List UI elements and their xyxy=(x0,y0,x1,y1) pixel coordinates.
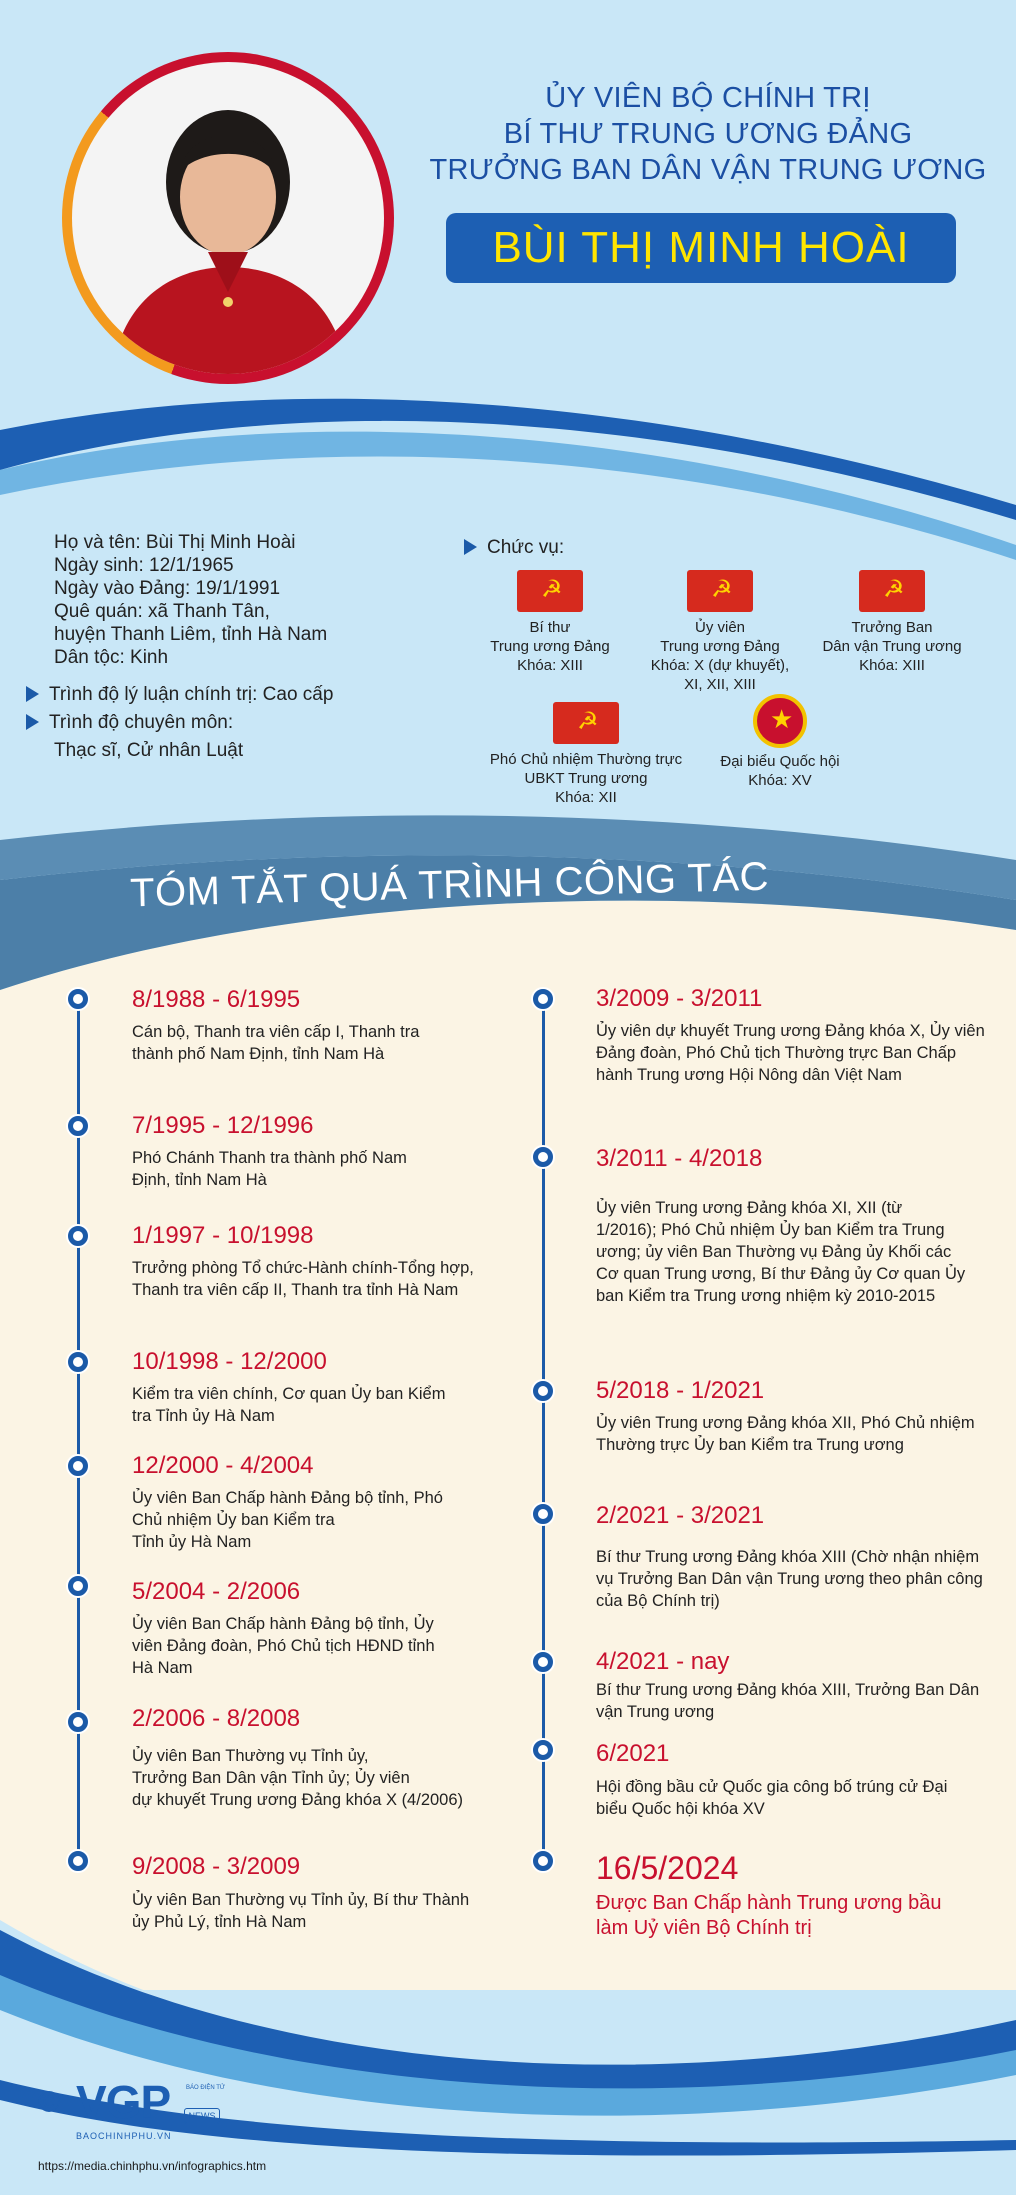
party-flag-icon: ☭ xyxy=(517,570,583,612)
timeline-dot xyxy=(68,1116,88,1136)
position-line: Đại biểu Quốc hội xyxy=(720,753,840,770)
desc-line: Tỉnh ủy Hà Nam xyxy=(132,1533,252,1551)
desc-line: vụ Trưởng Ban Dân vận Trung ương theo phân công xyxy=(596,1570,983,1588)
profile-info xyxy=(54,531,327,669)
timeline-dot xyxy=(68,1226,88,1246)
desc-line: của Bộ Chính trị) xyxy=(596,1592,720,1610)
national-emblem-icon: ★ xyxy=(753,694,807,748)
timeline-line-right xyxy=(542,998,545,1863)
timeline-desc xyxy=(132,1613,435,1679)
timeline-period: 16/5/2024 xyxy=(596,1850,739,1886)
timeline-desc xyxy=(596,1197,965,1307)
expertise-value: Thạc sĩ, Cử nhân Luật xyxy=(54,740,244,761)
position-line: Khóa: XIII xyxy=(517,657,583,674)
timeline-desc xyxy=(132,1889,469,1933)
desc-line: dự khuyết Trung ương Đảng khóa X (4/2006) xyxy=(132,1791,464,1809)
position-line: Phó Chủ nhiệm Thường trực xyxy=(489,751,683,768)
timeline-dot xyxy=(68,989,88,1009)
timeline-dot xyxy=(533,1851,553,1871)
position-line: UBKT Trung ương xyxy=(524,770,648,787)
position-line: Ủy viên xyxy=(694,619,746,636)
position-item xyxy=(700,694,860,790)
profile-line: Ngày vào Đảng: 19/1/1991 xyxy=(54,578,281,599)
position-item xyxy=(470,570,630,675)
timeline-desc xyxy=(596,1776,947,1820)
position-line: Khóa: XII xyxy=(555,789,617,806)
title-line-politburo: ỦY VIÊN BỘ CHÍNH TRỊ xyxy=(545,82,871,114)
desc-line: Bí thư Trung ương Đảng khóa XIII, Trưởng Ban Dân xyxy=(596,1681,980,1699)
political-theory-text: Trình độ lý luận chính trị: Cao cấp xyxy=(49,684,334,705)
profile-line: huyện Thanh Liêm, tỉnh Hà Nam xyxy=(54,624,328,645)
desc-line: Bí thư Trung ương Đảng khóa XIII (Chờ nhận nhiệm xyxy=(596,1548,980,1566)
desc-line: viên Đảng đoàn, Phó Chủ tịch HĐND tỉnh xyxy=(132,1637,435,1655)
desc-line: Thanh tra viên cấp II, Thanh tra tỉnh Hà Nam xyxy=(132,1281,459,1299)
position-line: Dân vận Trung ương xyxy=(822,638,962,655)
section-title: TÓM TẮT QUÁ TRÌNH CÔNG TÁC xyxy=(129,854,770,916)
desc-line: ban Kiểm tra Trung ương nhiệm kỳ 2010-2015 xyxy=(596,1287,936,1305)
timeline-period: 2/2021 - 3/2021 xyxy=(596,1502,765,1529)
portrait-illustration xyxy=(72,62,384,374)
timeline-desc xyxy=(132,1383,445,1427)
timeline-dot xyxy=(533,1147,553,1167)
timeline-period: 12/2000 - 4/2004 xyxy=(132,1452,314,1479)
position-item xyxy=(812,570,972,675)
desc-line: Chủ nhiệm Ủy ban Kiểm tra xyxy=(132,1511,335,1529)
timeline-desc xyxy=(132,1745,463,1811)
timeline-period: 10/1998 - 12/2000 xyxy=(132,1348,327,1375)
timeline-dot xyxy=(68,1851,88,1871)
timeline-dot xyxy=(533,1381,553,1401)
desc-line: Phó Chánh Thanh tra thành phố Nam xyxy=(132,1149,407,1167)
vgp-logo: VGP xyxy=(76,2076,171,2128)
position-line: Trung ương Đảng xyxy=(660,638,780,655)
profile-line: Dân tộc: Kinh xyxy=(54,647,169,668)
timeline-dot xyxy=(68,1352,88,1372)
profile-line: Ngày sinh: 12/1/1965 xyxy=(54,555,234,576)
site-name: BAOCHINHPHU.VN xyxy=(76,2131,172,2141)
timeline-desc xyxy=(596,1891,941,1941)
timeline-desc xyxy=(596,1020,985,1086)
arrow-icon xyxy=(26,714,39,730)
party-flag-icon: ☭ xyxy=(553,702,619,744)
portrait-frame xyxy=(62,52,394,384)
positions-label: Chức vụ: xyxy=(487,537,565,558)
position-line: XI, XII, XIII xyxy=(684,676,756,693)
desc-line: Ủy viên dự khuyết Trung ương Đảng khóa X, Ủy viên xyxy=(596,1022,985,1040)
timeline-desc xyxy=(132,1257,474,1301)
desc-line: Định, tỉnh Nam Hà xyxy=(132,1171,267,1189)
position-line: Khóa: XIII xyxy=(859,657,925,674)
desc-line: tra Tỉnh ủy Hà Nam xyxy=(132,1407,275,1425)
desc-line: làm Uỷ viên Bộ Chính trị xyxy=(596,1917,812,1939)
profile-line: Họ và tên: Bùi Thị Minh Hoài xyxy=(54,532,296,553)
desc-line: ương; ủy viên Ban Thường vụ Đảng ủy Khối các xyxy=(596,1243,952,1261)
desc-line: Ủy viên Ban Chấp hành Đảng bộ tỉnh, Phó xyxy=(132,1489,443,1507)
name-banner: BÙI THỊ MINH HOÀI xyxy=(446,213,956,283)
arrow-icon xyxy=(26,686,39,702)
vgp-badge-caption: BÁO ĐIỆN TỬ xyxy=(186,2085,226,2091)
desc-line: Đảng đoàn, Phó Chủ tịch Thường trực Ban Chấp xyxy=(596,1044,957,1062)
desc-line: vận Trung ương xyxy=(596,1703,715,1721)
timeline-period: 5/2004 - 2/2006 xyxy=(132,1578,301,1605)
desc-line: Thường trực Ủy ban Kiểm tra Trung ương xyxy=(596,1436,904,1454)
timeline-desc xyxy=(132,1487,443,1553)
timeline-dot xyxy=(533,1740,553,1760)
timeline-dot xyxy=(68,1576,88,1596)
timeline-dot xyxy=(533,1652,553,1672)
party-flag-icon: ☭ xyxy=(859,570,925,612)
timeline-dot xyxy=(68,1712,88,1732)
desc-line: hành Trung ương Hội Nông dân Việt Nam xyxy=(596,1066,902,1084)
desc-line: Ủy viên Trung ương Đảng khóa XI, XII (từ xyxy=(596,1199,903,1217)
timeline-period: 5/2018 - 1/2021 xyxy=(596,1377,765,1404)
desc-line: thành phố Nam Định, tỉnh Nam Hà xyxy=(132,1045,385,1063)
position-line: Bí thư xyxy=(529,619,571,636)
expertise-row xyxy=(26,711,233,734)
portrait-photo xyxy=(72,62,384,374)
desc-line: ủy Phủ Lý, tỉnh Hà Nam xyxy=(132,1913,307,1931)
desc-line: Ủy viên Trung ương Đảng khóa XII, Phó Chủ nhiệm xyxy=(596,1414,975,1432)
desc-line: Ủy viên Ban Chấp hành Đảng bộ tỉnh, Ủy xyxy=(132,1615,434,1633)
party-flag-icon: ☭ xyxy=(687,570,753,612)
timeline-period: 3/2011 - 4/2018 xyxy=(596,1145,763,1172)
political-theory-row xyxy=(26,683,333,706)
timeline-period: 4/2021 - nay xyxy=(596,1648,730,1675)
news-badge: NEWS xyxy=(184,2108,220,2124)
arrow-icon xyxy=(464,539,477,555)
title-line-mass-mobilization: TRƯỞNG BAN DÂN VẬN TRUNG ƯƠNG xyxy=(429,154,987,186)
position-line: Khóa: X (dự khuyết), xyxy=(650,657,790,674)
timeline-desc xyxy=(596,1679,979,1723)
desc-line: 1/2016); Phó Chủ nhiệm Ủy ban Kiểm tra Trung xyxy=(596,1221,945,1239)
timeline-period: 2/2006 - 8/2008 xyxy=(132,1705,301,1732)
timeline-dot xyxy=(533,989,553,1009)
timeline-desc xyxy=(596,1412,975,1456)
timeline-period: 8/1988 - 6/1995 xyxy=(132,986,301,1013)
position-item xyxy=(640,570,800,694)
timeline-period: 1/1997 - 10/1998 xyxy=(132,1222,314,1249)
title-line-secretariat: BÍ THƯ TRUNG ƯƠNG ĐẢNG xyxy=(503,118,913,150)
position-line: Khóa: XV xyxy=(748,772,812,789)
position-line: Trung ương Đảng xyxy=(490,638,610,655)
expertise-label: Trình độ chuyên môn: xyxy=(49,712,234,733)
positions-heading xyxy=(464,536,564,559)
timeline-desc xyxy=(132,1021,419,1065)
timeline-period: 9/2008 - 3/2009 xyxy=(132,1853,301,1880)
copyright-icon: © xyxy=(38,2086,61,2119)
position-item xyxy=(476,702,696,807)
desc-line: Kiểm tra viên chính, Cơ quan Ủy ban Kiểm xyxy=(132,1385,446,1403)
desc-line: Trưởng phòng Tổ chức-Hành chính-Tổng hợp, xyxy=(132,1259,474,1277)
desc-line: Được Ban Chấp hành Trung ương bầu xyxy=(596,1892,942,1914)
desc-line: Ủy viên Ban Thường vụ Tỉnh ủy, xyxy=(132,1747,369,1765)
timeline-desc xyxy=(596,1546,983,1612)
desc-line: Hà Nam xyxy=(132,1659,193,1677)
desc-line: biểu Quốc hội khóa XV xyxy=(596,1800,765,1818)
position-line: Trưởng Ban xyxy=(851,619,933,636)
timeline-desc xyxy=(132,1147,407,1191)
timeline-period: 7/1995 - 12/1996 xyxy=(132,1112,314,1139)
desc-line: Cán bộ, Thanh tra viên cấp I, Thanh tra xyxy=(132,1023,420,1041)
timeline-dot xyxy=(533,1504,553,1524)
desc-line: Cơ quan Trung ương, Bí thư Đảng ủy Cơ quan Ủy xyxy=(596,1265,966,1283)
desc-line: Trưởng Ban Dân vận Tỉnh ủy; Ủy viên xyxy=(132,1769,410,1787)
timeline-period: 3/2009 - 3/2011 xyxy=(596,985,763,1012)
profile-line: Quê quán: xã Thanh Tân, xyxy=(54,601,270,622)
desc-line: Hội đồng bầu cử Quốc gia công bố trúng cử Đại xyxy=(596,1778,948,1796)
timeline-period: 6/2021 xyxy=(596,1740,670,1767)
desc-line: Ủy viên Ban Thường vụ Tỉnh ủy, Bí thư Thành xyxy=(132,1891,470,1909)
timeline-dot xyxy=(68,1456,88,1476)
source-url[interactable]: https://media.chinhphu.vn/infographics.htm xyxy=(38,2159,267,2173)
